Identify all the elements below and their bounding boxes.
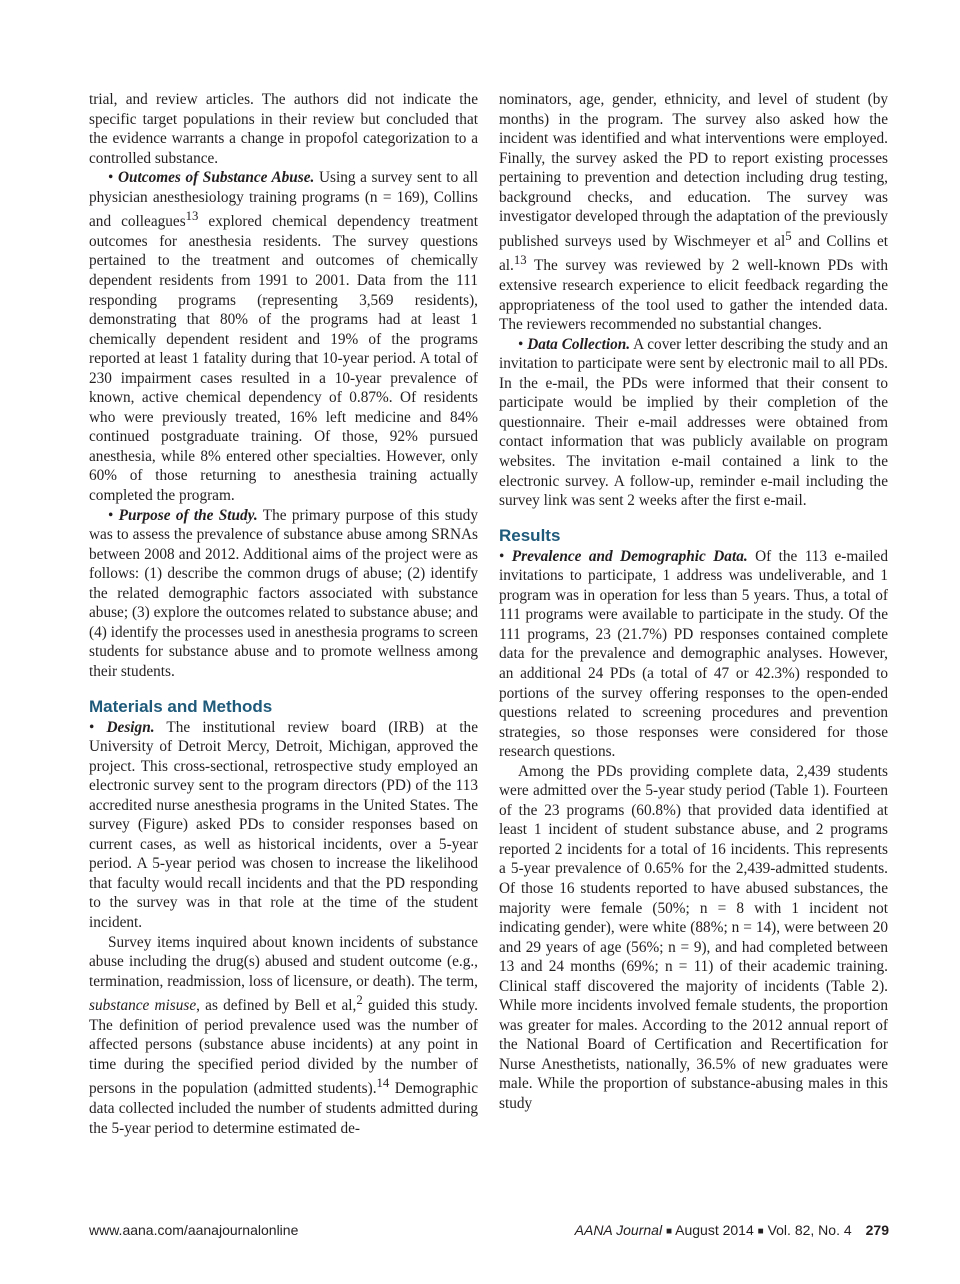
methods-section-heading: Materials and Methods <box>89 696 273 716</box>
design-paragraph: • Design. The institutional review board (IRB) at the University of Detroit Mercy, Detroit, Michigan, approved the project. This cross-sectional, retrospective study employed an electronic survey sent to the program directors (PD) of the 113 accredited nurse anesthesia programs in the United States. The survey (Figure) asked PDs to consider responses based on current cases, as well as historical incidents, over a 5-year period. A 5-year period was chosen to increase the likelihood that faculty would recall incidents and that the PD responding to the survey was in that role at the time of the student incident. <box>89 718 478 931</box>
outcomes-run-in-heading: Outcomes of Substance Abuse. <box>117 169 315 187</box>
issue-date: August 2014 <box>675 1222 754 1238</box>
survey-items-paragraph: Survey items inquired about known incidents of substance abuse including the drug(s) abused and student outcome (e.g., termination, readmission, loss of licensure, or death). The term, substance misuse, as defined by Bell et al,$^2$ guided this study. The definition of period prevalence used was the number of affected persons (substance abuse incidents) at any point in time during the specified period divided by the number of persons in the population (admitted students).$^{14}$ Demographic data collected included the number of students admitted during the 5-year period to determine estimated de- <box>89 933 478 1137</box>
data-collection-run-in-heading: Data Collection. <box>527 335 631 353</box>
design-run-in-heading: Design. <box>106 718 155 736</box>
prevalence-run-in-heading: Prevalence and Demographic Data. <box>511 547 748 565</box>
page-number: 279 <box>865 1222 889 1238</box>
results-section-heading: Results <box>499 525 561 545</box>
journal-citation <box>575 1222 889 1238</box>
left-column <box>89 90 478 1138</box>
page-footer <box>89 1222 889 1244</box>
citation-ref: 13 <box>513 253 527 268</box>
outcomes-paragraph: • Outcomes of Substance Abuse. Using a survey sent to all physician anesthesiology training programs (n = 169), Collins and colleagues$^{13}$ explored chemical dependency treatment outcomes for anesthesia residents. The survey questions pertained to the treatment and outcomes of chemically dependent residents from 1991 to 2001. Data from the 111 responding programs (representing 3,569 residents), demonstrating that 80% of the programs had at least 1 chemically dependent resident and 19% of the programs reported at least 1 fatality during that 10-year period. A total of 230 impairment cases resulted in a 10-year prevalence of known, active chemical dependency of 0.87%. Of residents who were previously treated, 16% left medicine and 84% continued postgraduate training. Of those, 92% pursued anesthesia, while 8% entered other specialties. However, only 60% of those returning to anesthesia training actually completed the program. <box>89 169 478 505</box>
right-column <box>499 90 888 1114</box>
survey-continuation-paragraph: nominators, age, gender, ethnicity, and level of student (by months) in the program. The survey also asked how the incident was identified and what interventions were employed. Finally, the survey asked the PD to report existing processes pertaining to prevention and detection including drug testing, background checks, and education. The survey was investigator developed through the adaptation of the previously published surveys used by Wischmeyer et $al^5$ and Collins et al.$^{13}$ The survey was reviewed by 2 well-known PDs with extensive research experience to elicit feedback regarding the appropriateness of the tool used to gather the intended data. The reviewers recommended no substantial changes. <box>499 91 888 334</box>
defined-term: substance misuse <box>89 997 197 1015</box>
volume-issue: Vol. 82, No. 4 <box>767 1222 852 1238</box>
citation-ref: 13 <box>185 209 199 224</box>
prevalence-paragraph: • Prevalence and Demographic Data. Of the 113 e-mailed invitations to participate, 1 address was undeliverable, and 1 program was in operation for less than 5 years. Thus, a total of 111 programs were available to participate in the study. Of the 111 programs, 23 (21.7%) PD responses contained complete data for the prevalence and demographic analyses. However, an additional 24 PDs (a total of 47 or 42.3%) responded to portions of the survey offering responses to the open-ended questions related to screening procedures and prevention strategies, so those responses were considered for those research questions. <box>499 547 888 761</box>
journal-url: www.aana.com/aanajournalonline <box>89 1222 299 1238</box>
separator-square-icon: ■ <box>757 1226 764 1237</box>
purpose-paragraph: • Purpose of the Study. The primary purpose of this study was to assess the prevalence of substance abuse among SRNAs between 2008 and 2012. Additional aims of the project were as follows: (1) describe the common drugs of abuse; (2) identify the related demographic factors associated with substance abuse; (3) explore the outcomes related to substance abuse; and (4) identify the processes used in anesthesia programs to screen students for substance abuse and to promote wellness among their students. <box>89 506 478 680</box>
purpose-run-in-heading: Purpose of the Study. <box>118 506 258 524</box>
among-pds-paragraph: Among the PDs providing complete data, 2,439 students were admitted over the 5-year study period (Table 1). Fourteen of the 23 programs (60.8%) that provided data identified at least 1 incident of student substance abuse, and 2 programs reported 2 incidents for a total of 16 incidents. This represents a 5-year prevalence of 0.65% for the 2,439-admitted students. Of those 16 students reported to have abused substances, the majority were female (50%; n = 8 with 1 incident not indicating gender), were white (88%; n = 14), were between 20 and 29 years of age (56%; n = 9), and had completed between 13 and 24 months (69%; n = 11) of their academic training. Clinical staff discovered the majority of incidents (Table 2). While more incidents involved female students, the proportion was greater for males. According to the 2012 annual report of the National Board of Certification and Recertification for Nurse Anesthetists, nationally, 36.5% of new graduates were male. While the proportion of substance-abusing males in this study <box>499 762 888 1112</box>
journal-name: AANA Journal <box>574 1222 663 1238</box>
citation-ref: 5 <box>785 228 792 243</box>
data-collection-paragraph: • Data Collection. A cover letter describing the study and an invitation to participate were sent by electronic mail to all PDs. In the e-mail, the PDs were informed that their consent to participate would be implied by their completion of the questionnaire. Their e-mail addresses were obtained from contact information that was publicly available on program websites. The invitation e-mail contained a link to the electronic survey. A follow-up, reminder e-mail including the survey link was sent 2 weeks after the first e-mail. <box>499 335 888 510</box>
citation-ref: 2 <box>356 993 363 1008</box>
intro-tail-paragraph: trial, and review articles. The authors did not indicate the specific target populations in their review but concluded that the evidence warrants a change in propofol categorization to a controlled substance. <box>89 91 478 167</box>
citation-ref: 14 <box>376 1076 390 1091</box>
separator-square-icon: ■ <box>665 1226 672 1237</box>
